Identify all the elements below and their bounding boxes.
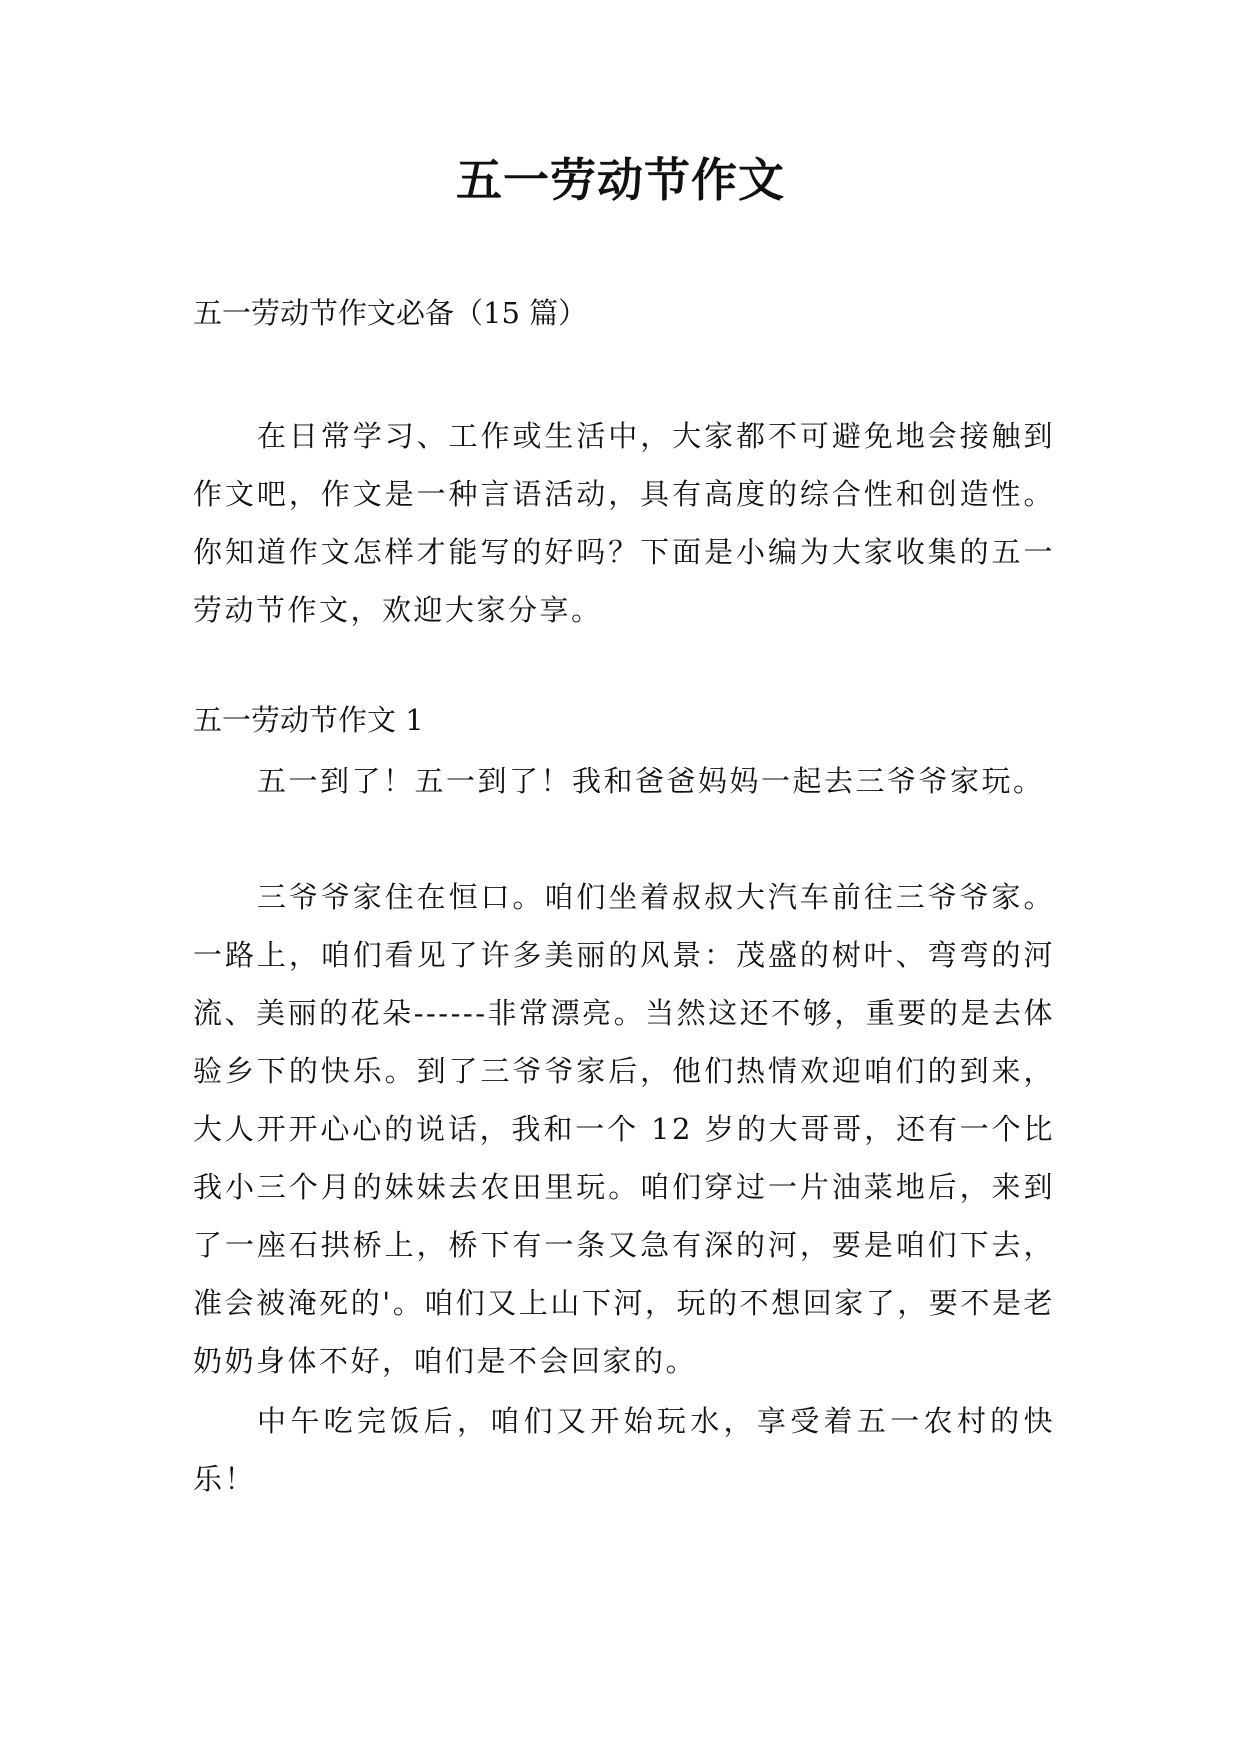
essay-paragraph: 三爷爷家住在恒口。咱们坐着叔叔大汽车前往三爷爷家。一路上，咱们看见了许多美丽的风景：茂盛的树叶、弯弯的河流、美丽的花朵------非常漂亮。当然这还不够，重要的是去体验乡下的快乐。到了三爷爷家后，他们热情欢迎咱们的到来，大人开开心心的说话，我和一个 12 岁的大哥哥，还有一个比我小三个月的妹妹去农田里玩。咱们穿过一片油菜地后，来到了一座石拱桥上，桥下有一条又急有深的河，要是咱们下去，准会被淹死的'。咱们又上山下河，玩的不想回家了，要不是老奶奶身体不好，咱们是不会回家的。 [193, 880, 1055, 1378]
section-heading: 五一劳动节作文 1 [193, 703, 424, 737]
document-title: 五一劳动节作文 [456, 153, 785, 207]
document-subtitle: 五一劳动节作文必备（15 篇） [193, 296, 588, 330]
essay-paragraph: 五一到了！五一到了！我和爸爸妈妈一起去三爷爷家玩。 [257, 764, 1045, 798]
intro-paragraph: 在日常学习、工作或生活中，大家都不可避免地会接触到作文吧，作文是一种言语活动，具有高度的综合性和创造性。你知道作文怎样才能写的好吗？下面是小编为大家收集的五一劳动节作文，欢迎大家分享。 [193, 419, 1055, 627]
essay-paragraph: 中午吃完饭后，咱们又开始玩水，享受着五一农村的快乐！ [193, 1404, 1055, 1496]
